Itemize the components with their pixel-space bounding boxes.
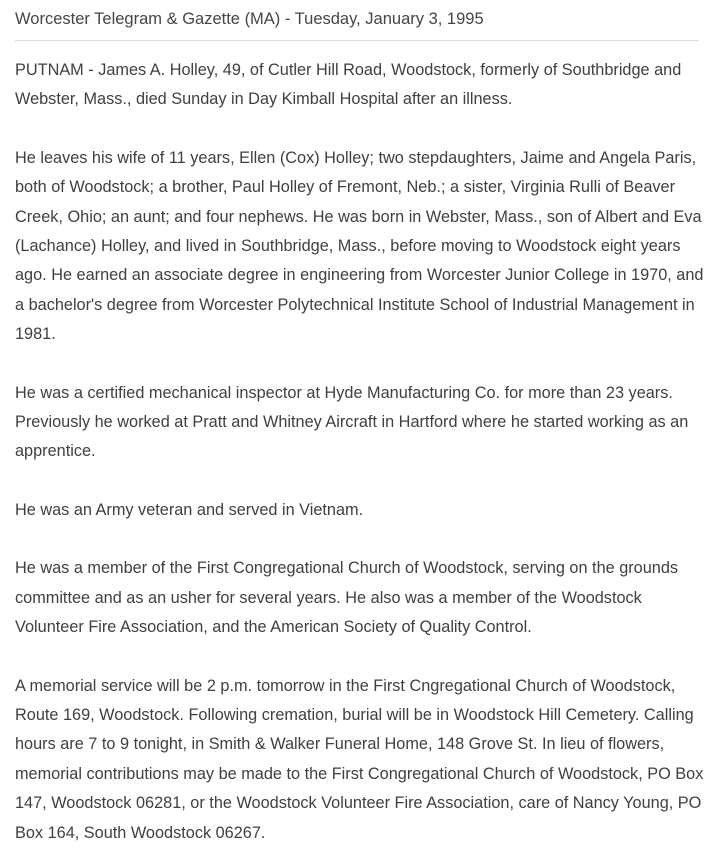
paragraph-survivors-biography: He leaves his wife of 11 years, Ellen (Cox) Holley; two stepdaughters, Jaime and Angela Paris, both of Woodstock; a brother, Paul Holley of Fremont, Neb.; a sister, Virginia Rulli of Beaver Creek, Ohio; an aunt; and four nephews. He was born in Webster, Mass., son of Albert and Eva (Lachance) Holley, and lived in Southbridge, Mass., before moving to Woodstock eight years ago. He earned an associate degree in engineering from Worcester Junior College in 1970, and a bachelor's degree from Worcester Polytechnical Institute School of Industrial Management in 1981. bbox=[15, 148, 704, 344]
paragraph-memberships: He was a member of the First Congregational Church of Woodstock, serving on the grounds committee and as an usher for several years. He also was a member of the Woodstock Volunteer Fire Association, and the American Society of Quality Control. bbox=[15, 559, 679, 637]
paragraph-military-service: He was an Army veteran and served in Vietnam. bbox=[15, 500, 364, 519]
paragraph-service-arrangements: A memorial service will be 2 p.m. tomorrow in the First Cngregational Church of Woodstock, Route 169, Woodstock. Following cremation, burial will be in Woodstock Hill Cemetery. Calling hours are 7 to 9 tonight, in Smith & Walker Funeral Home, 148 Grove St. In lieu of flowers, memorial contributions may be made to the First Congregational Church of Woodstock, PO Box 147, Woodstock 06281, or the Woodstock Volunteer Fire Association, care of Nancy Young, PO Box 164, South Woodstock 06267. bbox=[15, 676, 704, 842]
paragraph-career: He was a certified mechanical inspector at Hyde Manufacturing Co. for more than 23 years. Previously he worked at Pratt and Whitney Aircraft in Hartford where he started working as an apprentice. bbox=[15, 383, 689, 461]
paragraph-death-notice: PUTNAM - James A. Holley, 49, of Cutler Hill Road, Woodstock, formerly of Southbridge and Webster, Mass., died Sunday in Day Kimball Hospital after an illness. bbox=[15, 61, 682, 109]
obituary-article bbox=[15, 41, 705, 848]
publication-source-line: Worcester Telegram & Gazette (MA) - Tuesday, January 3, 1995 bbox=[15, 8, 699, 41]
